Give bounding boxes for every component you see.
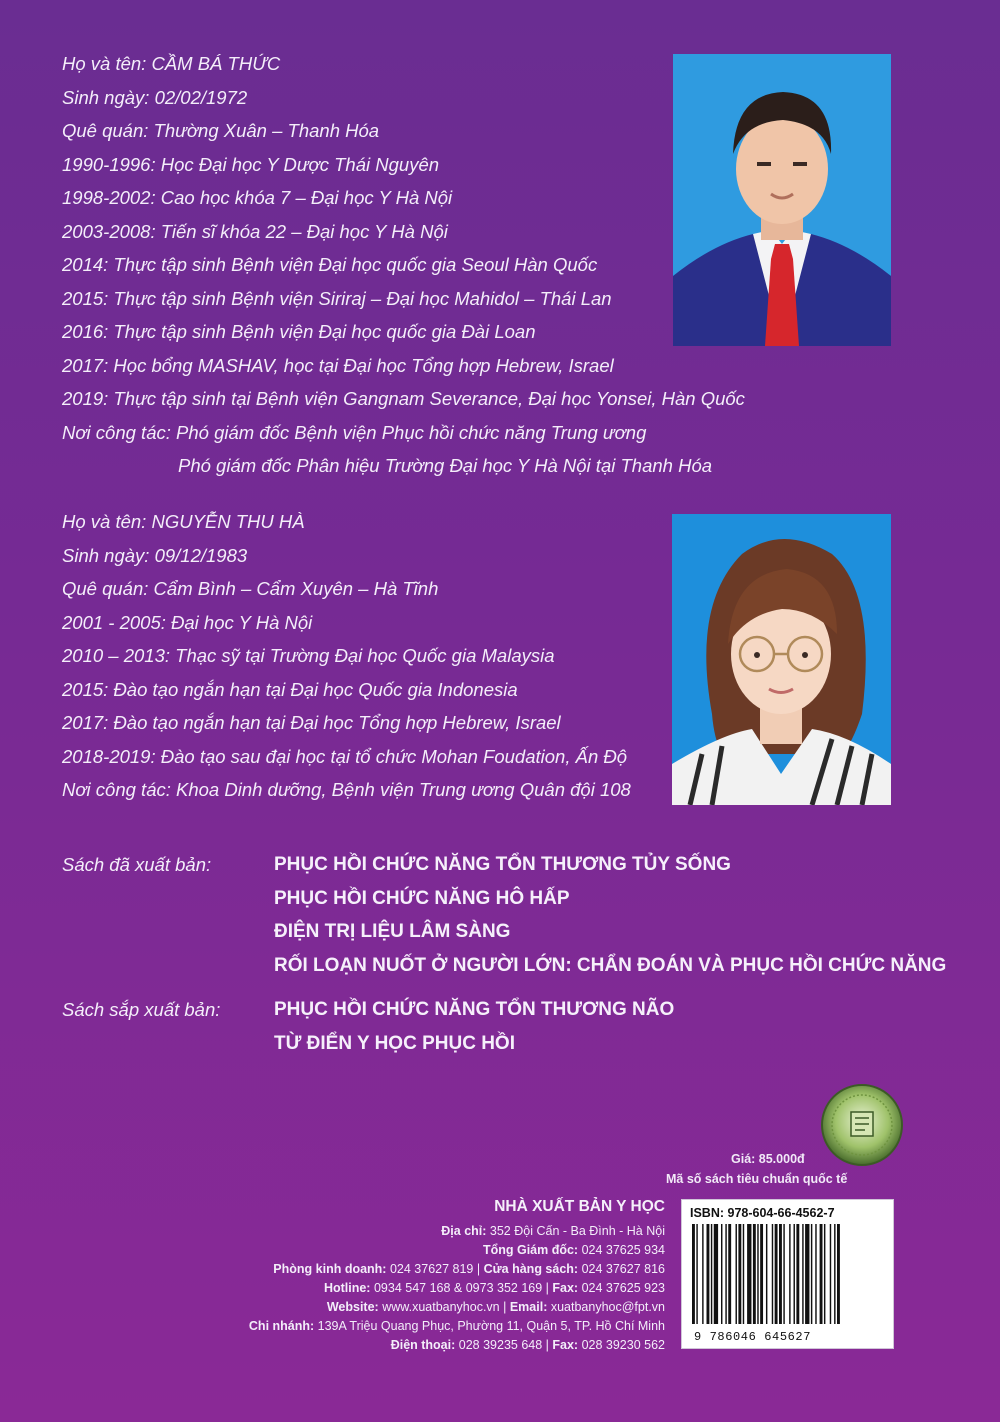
info-value: 024 37627 816	[581, 1262, 665, 1276]
upcoming-label: Sách sắp xuất bản:	[62, 999, 221, 1020]
book-title: PHỤC HỒI CHỨC NĂNG TỔN THƯƠNG TỦY SỐNG	[274, 854, 731, 875]
author2-bio-line: 2010 – 2013: Thạc sỹ tại Trường Đại học Quốc gia Malaysia	[62, 645, 555, 666]
publisher-info-row	[249, 1241, 665, 1260]
hologram-seal-icon	[821, 1084, 903, 1166]
author1-bio-line: 2016: Thực tập sinh Bệnh viện Đại học quốc gia Đài Loan	[62, 321, 536, 342]
author1-bio-line: 2003-2008: Tiến sĩ khóa 22 – Đại học Y Hà Nội	[62, 220, 448, 242]
info-key: Điện thoại:	[390, 1338, 456, 1352]
author1-bio-line: Quê quán: Thường Xuân – Thanh Hóa	[62, 120, 380, 141]
info-key: Cửa hàng sách:	[483, 1262, 579, 1276]
author1-bio-line: 2015: Thực tập sinh Bệnh viện Siriraj – Đại học Mahidol – Thái Lan	[62, 287, 612, 309]
author1-bio-line: 1990-1996: Học Đại học Y Dược Thái Nguyên	[62, 153, 440, 175]
barcode-icon	[690, 1224, 885, 1328]
info-key: Fax:	[552, 1338, 579, 1352]
published-titles	[274, 848, 946, 982]
author2-bio-line: 2001 - 2005: Đại học Y Hà Nội	[62, 611, 313, 633]
author1-bio-line: 2014: Thực tập sinh Bệnh viện Đại học quốc gia Seoul Hàn Quốc	[62, 254, 598, 275]
author1-bio-line: 1998-2002: Cao học khóa 7 – Đại học Y Hà Nội	[62, 187, 453, 208]
book-title: PHỤC HỒI CHỨC NĂNG TỔN THƯƠNG NÃO	[274, 999, 675, 1020]
info-value: 028 39235 648	[458, 1338, 543, 1352]
author2-bio-line: Họ và tên: NGUYỄN THU HÀ	[62, 511, 305, 532]
author1-bio-line: 2019: Thực tập sinh tại Bệnh viện Gangnam Severance, Đại học Yonsei, Hàn Quốc	[62, 388, 745, 409]
publisher-info-row: Website: www.xuatbanyhoc.vn | Email: xuatbanyhoc@fpt.vn	[326, 1300, 665, 1314]
publisher-info-row: Điện thoại: 028 39235 648 | Fax: 028 39230 562	[390, 1338, 665, 1352]
author2-photo	[672, 514, 891, 805]
author2-bio-line: Nơi công tác: Khoa Dinh dưỡng, Bệnh viện Trung ương Quân đội 108	[62, 779, 631, 800]
publisher-info-row	[249, 1317, 665, 1336]
author1-bio-line: Phó giám đốc Phân hiệu Trường Đại học Y Hà Nội tại Thanh Hóa	[178, 455, 713, 476]
info-value: 024 37627 819	[389, 1262, 474, 1276]
author1-photo	[673, 54, 891, 346]
isbn-text: ISBN: 978-604-66-4562-7	[690, 1206, 835, 1220]
info-key: Địa chỉ:	[441, 1224, 487, 1238]
info-key: Tổng Giám đốc:	[482, 1243, 579, 1257]
info-value: 024 37625 934	[581, 1243, 665, 1257]
info-key: Email:	[509, 1300, 548, 1314]
published-label: Sách đã xuất bản:	[62, 854, 212, 875]
author1-bio-line: Sinh ngày: 02/02/1972	[62, 86, 248, 108]
author2-bio	[62, 505, 631, 807]
info-key: Website:	[326, 1300, 379, 1314]
info-value: 0934 547 168 & 0973 352 169	[373, 1281, 543, 1295]
info-key: Fax:	[552, 1281, 579, 1295]
info-value: 028 39230 562	[581, 1338, 665, 1352]
book-title: TỪ ĐIỂN Y HỌC PHỤC HỒI	[274, 1032, 515, 1054]
author2-bio-line: Quê quán: Cẩm Bình – Cẩm Xuyên – Hà Tĩnh	[62, 578, 439, 599]
author2-bio-line: 2017: Đào tạo ngắn hạn tại Đại học Tổng hợp Hebrew, Israel	[62, 712, 561, 733]
book-title: RỐI LOẠN NUỐT Ở NGƯỜI LỚN: CHẨN ĐOÁN VÀ PHỤC HỒI CHỨC NĂNG	[274, 954, 947, 976]
info-key: Chi nhánh:	[248, 1319, 315, 1333]
info-value: 024 37625 923	[581, 1281, 665, 1295]
intl-standard-text: Mã số sách tiêu chuẩn quốc tế	[666, 1172, 848, 1186]
book-title: PHỤC HỒI CHỨC NĂNG HÔ HẤP	[274, 887, 570, 909]
author1-bio-line: 2017: Học bổng MASHAV, học tại Đại học Tổng hợp Hebrew, Israel	[62, 354, 614, 376]
upcoming-titles	[274, 993, 674, 1060]
author2-bio-line: Sinh ngày: 09/12/1983	[62, 544, 248, 566]
author1-bio	[62, 47, 745, 483]
barcode-digits: 9 786046 645627	[694, 1330, 812, 1344]
author1-bio-line: Họ và tên: CẦM BÁ THỨC	[62, 53, 281, 74]
price-text: Giá: 85.000đ	[731, 1152, 805, 1166]
info-key: Phòng kinh doanh:	[273, 1262, 387, 1276]
author2-bio-line: 2018-2019: Đào tạo sau đại học tại tổ chức Mohan Foudation, Ấn Độ	[62, 745, 628, 767]
publisher-name: NHÀ XUẤT BẢN Y HỌC	[494, 1198, 665, 1215]
info-key: Hotline:	[323, 1281, 371, 1295]
book-title: ĐIỆN TRỊ LIỆU LÂM SÀNG	[274, 921, 511, 942]
info-value: xuatbanyhoc@fpt.vn	[550, 1300, 665, 1314]
info-value: 352 Đội Cấn - Ba Đình - Hà Nội	[489, 1224, 665, 1238]
info-value: 139A Triệu Quang Phục, Phường 11, Quận 5, TP. Hồ Chí Minh	[317, 1319, 665, 1333]
publisher-info-row: Phòng kinh doanh: 024 37627 819 | Cửa hàng sách: 024 37627 816	[273, 1262, 665, 1276]
info-value: www.xuatbanyhoc.vn	[382, 1300, 500, 1314]
publisher-info-row: Hotline: 0934 547 168 & 0973 352 169 | Fax: 024 37625 923	[323, 1281, 665, 1295]
isbn-barcode-box	[681, 1199, 894, 1349]
publisher-info-row	[249, 1222, 665, 1241]
author1-bio-line: Nơi công tác: Phó giám đốc Bệnh viện Phục hồi chức năng Trung ương	[62, 421, 647, 443]
publisher-info	[249, 1222, 665, 1355]
author2-bio-line: 2015: Đào tạo ngắn hạn tại Đại học Quốc gia Indonesia	[62, 678, 518, 700]
